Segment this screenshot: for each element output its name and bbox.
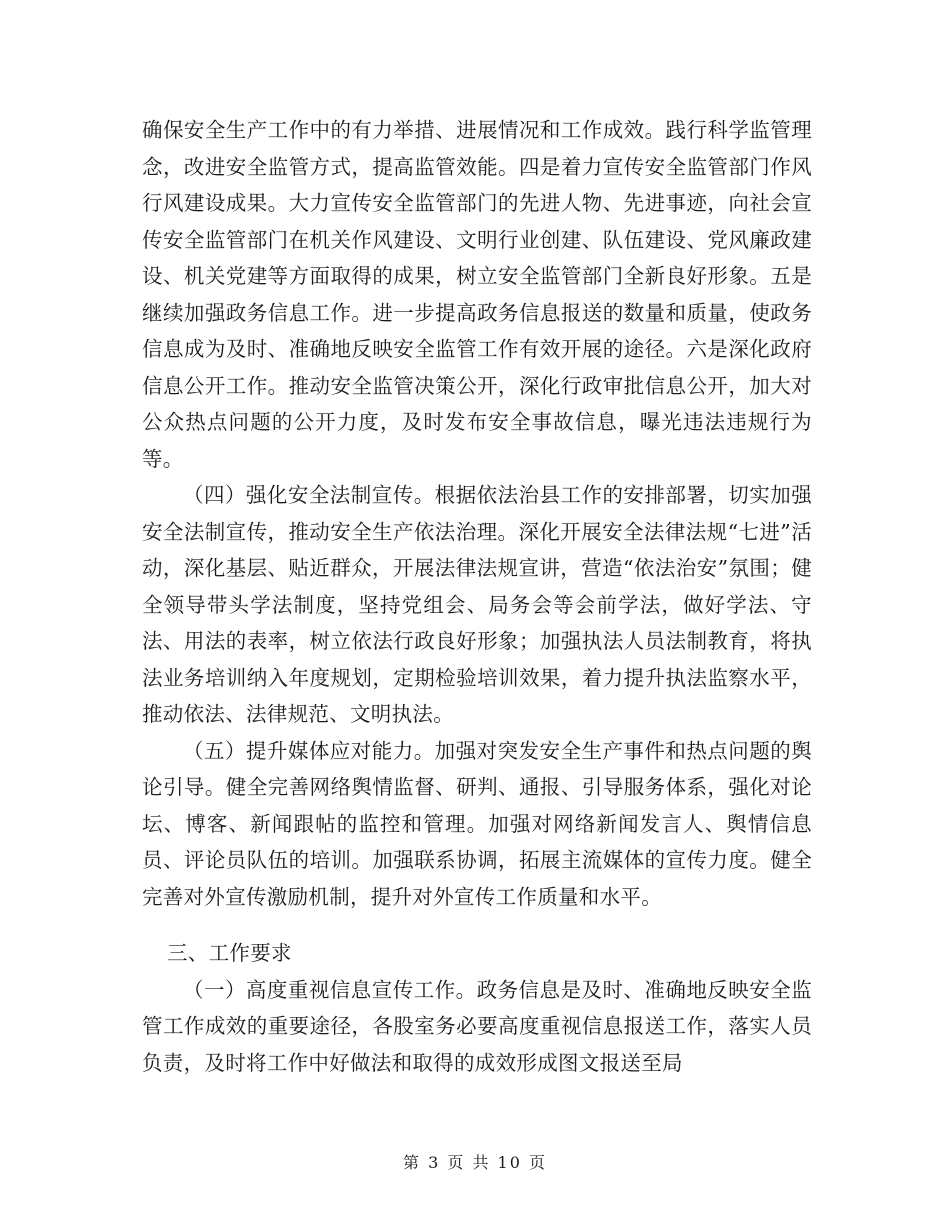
page-number-footer: 第 3 页 共 10 页 <box>403 1153 547 1172</box>
section-heading-work-requirements: 三、工作要求 <box>167 941 292 965</box>
paragraph-section-5: （五）提升媒体应对能力。加强对突发安全生产事件和热点问题的舆论引导。健全完善网络舆情监督、研判、通报、引导服务体系，强化对论坛、博客、新闻跟帖的监控和管理。加强对网络新闻发言人、舆情信息员、评论员队伍的培训。加强联系协调，拓展主流媒体的宣传力度。健全完善对外宣传激励机制，提升对外宣传工作质量和水平。 <box>142 738 812 909</box>
document-body <box>142 112 812 1081</box>
paragraph-continuation: 确保安全生产工作中的有力举措、进展情况和工作成效。践行科学监管理念，改进安全监管方式，提高监管效能。四是着力宣传安全监管部门作风行风建设成果。大力宣传安全监管部门的先进人物、先进事迹，向社会宣传安全监管部门在机关作风建设、文明行业创建、队伍建设、党风廉政建设、机关党建等方面取得的成果，树立安全监管部门全新良好形象。五是继续加强政务信息工作。进一步提高政务信息报送的数量和质量，使政务信息成为及时、准确地反映安全监管工作有效开展的途径。六是深化政府信息公开工作。推动安全监管决策公开，深化行政审批信息公开，加大对公众热点问题的公开力度，及时发布安全事故信息，曝光违法违规行为等。 <box>142 118 812 471</box>
paragraph-section-4: （四）强化安全法制宣传。根据依法治县工作的安排部署，切实加强安全法制宣传，推动安全生产依法治理。深化开展安全法律法规“七进”活动，深化基层、贴近群众，开展法律法规宣讲，营造“依法治安”氛围；健全领导带头学法制度，坚持党组会、局务会等会前学法，做好学法、守法、用法的表率，树立依法行政良好形象；加强执法人员法制教育，将执法业务培训纳入年度规划，定期检验培训效果，着力提升执法监察水平，推动依法、法律规范、文明执法。 <box>142 483 812 726</box>
paragraph-requirement-1: （一）高度重视信息宣传工作。政务信息是及时、准确地反映安全监管工作成效的重要途径，各股室务必要高度重视信息报送工作，落实人员负责，及时将工作中好做法和取得的成效形成图文报送至局 <box>142 977 812 1075</box>
